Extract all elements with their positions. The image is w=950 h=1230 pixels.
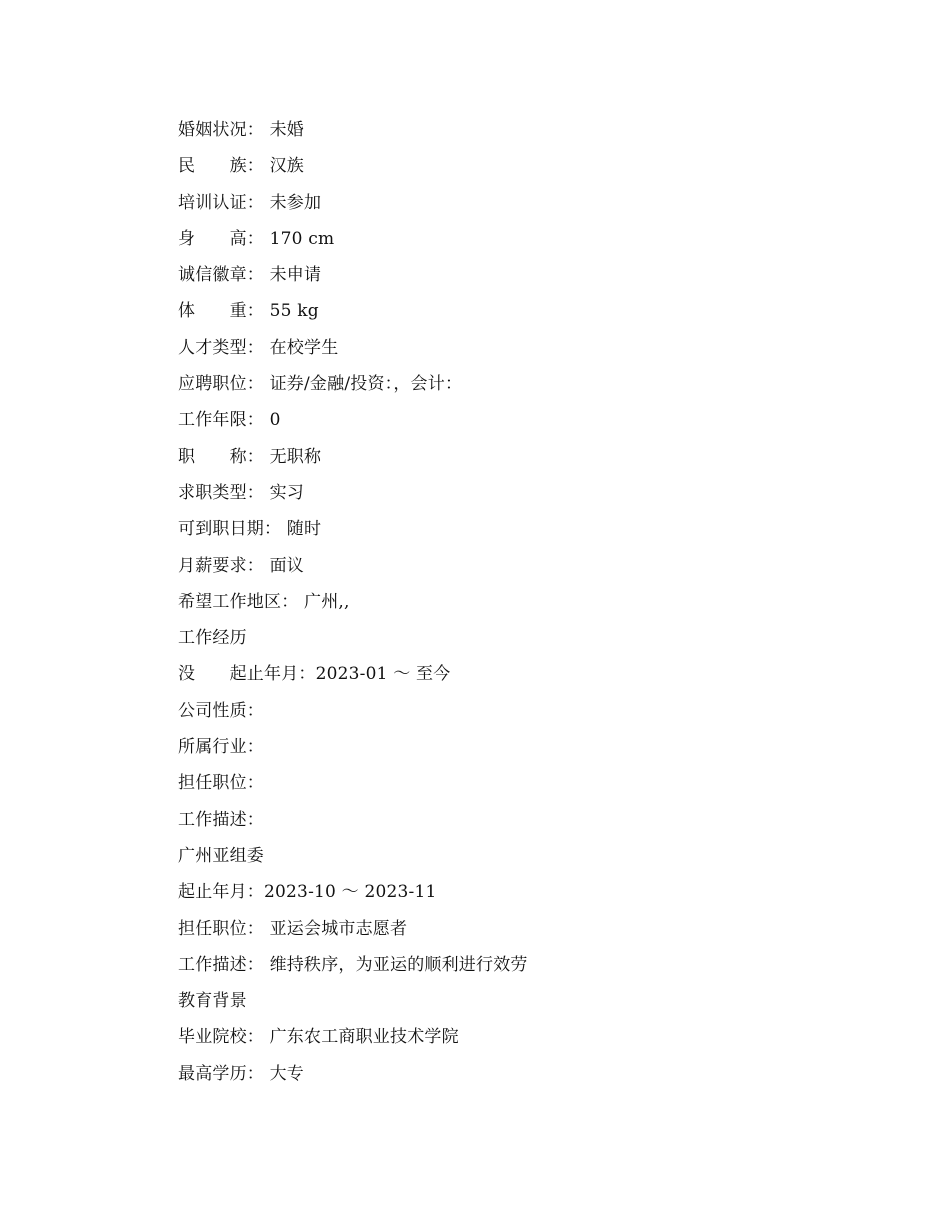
experience-1-company-type-line: 公司性质： (178, 700, 264, 721)
job-type-line: 求职类型： 实习 (178, 482, 305, 503)
resume-content (178, 112, 878, 1092)
education-heading: 教育背景 (178, 991, 247, 1012)
experience-1-industry-line: 所属行业： (178, 737, 264, 758)
experience-1-position-line: 担任职位： (178, 773, 264, 794)
integrity-badge-line: 诚信徽章： 未申请 (178, 265, 322, 286)
available-date-line: 可到职日期： 随时 (178, 519, 322, 540)
weight-line: 体 重： 55 kg (178, 301, 319, 322)
graduation-school-line: 毕业院校： 广东农工商职业技术学院 (178, 1027, 459, 1048)
experience-2-company-line: 广州亚组委 (178, 845, 264, 866)
experience-1-description-line: 工作描述： (178, 809, 264, 830)
highest-degree-line: 最高学历： 大专 (178, 1063, 305, 1084)
experience-1-period-line: 没 起止年月：2023-01 ～ 至今 (178, 664, 451, 685)
work-years-line: 工作年限： 0 (178, 410, 281, 431)
experience-2-period-line: 起止年月：2023-10 ～ 2023-11 (178, 882, 437, 903)
experience-2-position-line: 担任职位： 亚运会城市志愿者 (178, 918, 408, 939)
applied-position-line: 应聘职位： 证券/金融/投资：，会计： (178, 374, 463, 395)
talent-type-line: 人才类型： 在校学生 (178, 337, 339, 358)
work-experience-heading: 工作经历 (178, 628, 247, 649)
salary-requirement-line: 月薪要求： 面议 (178, 555, 305, 576)
height-line: 身 高： 170 cm (178, 228, 335, 249)
preferred-location-line: 希望工作地区： 广州,, (178, 591, 350, 612)
ethnicity-line: 民 族： 汉族 (178, 156, 305, 177)
training-certification-line: 培训认证： 未参加 (178, 192, 322, 213)
experience-2-description-line: 工作描述： 维持秩序，为亚运的顺利进行效劳 (178, 954, 528, 975)
job-title-line: 职 称： 无职称 (178, 446, 322, 467)
marital-status-line: 婚姻状况： 未婚 (178, 120, 305, 140)
